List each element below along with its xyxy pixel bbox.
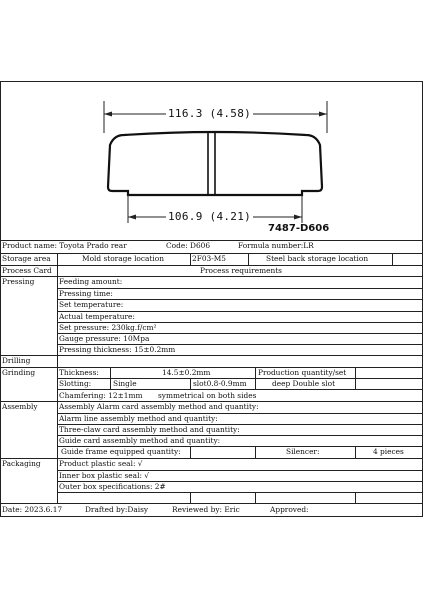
column-divider [392, 253, 393, 265]
column-divider [255, 367, 256, 389]
silencer-value: 4 pieces [373, 447, 404, 456]
part-code: 7487-D606 [268, 223, 330, 234]
column-divider [355, 367, 356, 389]
pressing-label: Pressing [2, 277, 35, 286]
drafted-by: Drafted by:Daisy [85, 505, 149, 514]
process-card-label: Process Card [2, 266, 52, 275]
approved: Approved: [270, 505, 309, 514]
three-claw-card-assembly: Three-claw card assembly method and quantity: [59, 425, 240, 434]
bottom-dimension: 106.9 (4.21) [168, 210, 252, 223]
silencer-label: Silencer: [286, 447, 320, 456]
divider [57, 492, 423, 493]
divider [57, 389, 423, 390]
column-divider [255, 446, 256, 458]
column-divider [248, 253, 249, 265]
slot-type: deep Double slot [272, 379, 336, 388]
set-pressure: Set pressure: 230kg.f/cm² [59, 323, 157, 332]
guide-card-assembly: Guide card assembly method and quantity: [59, 436, 221, 445]
storage-area-label: Storage area [2, 254, 51, 263]
chamfering-value: symmetrical on both sides [158, 391, 257, 400]
reviewed-by: Reviewed by: Eric [172, 505, 240, 514]
mold-storage-location: Mold storage location [82, 254, 164, 263]
chamfering-label: Chamfering: 12±1mm [59, 391, 143, 400]
mold-storage-value: 2F03-M5 [192, 254, 227, 263]
pressing-time: Pressing time: [59, 289, 113, 298]
column-divider [355, 446, 356, 458]
slotting-value: Single [113, 379, 137, 388]
packaging-label: Packaging [2, 459, 41, 468]
date: Date: 2023.6.17 [2, 505, 63, 514]
assembly-label: Assembly [2, 402, 38, 411]
product-name: Product name: Toyota Prado rear [2, 241, 127, 250]
product-plastic-seal: Product plastic seal: √ [59, 459, 143, 468]
grinding-label: Grinding [2, 368, 36, 377]
slot-size: slot0.8-0.9mm [193, 379, 247, 388]
alarm-line-assembly: Alarm line assembly method and quantity: [59, 414, 218, 423]
outer-box-specifications: Outer box specifications: 2# [59, 482, 166, 491]
guide-frame-quantity: Guide frame equipped quantity: [61, 447, 181, 456]
thickness-label: Thickness: [59, 368, 99, 377]
divider [0, 355, 423, 356]
divider [0, 503, 423, 504]
production-quantity: Production quantity/set [258, 368, 347, 377]
steel-back-storage-location: Steel back storage location [266, 254, 369, 263]
inner-box-plastic-seal: Inner box plastic seal: √ [59, 471, 149, 480]
process-requirements-label: Process requirements [200, 266, 282, 275]
product-code: Code: D606 [166, 241, 211, 250]
thickness-value: 14.5±0.2mm [162, 368, 211, 377]
column-divider [190, 253, 191, 265]
column-divider [190, 492, 191, 503]
formula-number: Formula number:LR [238, 241, 314, 250]
column-divider [57, 253, 58, 503]
column-divider [255, 492, 256, 503]
column-divider [190, 446, 191, 458]
drilling-label: Drilling [2, 356, 31, 365]
slotting-label: Slotting: [59, 379, 92, 388]
feeding-amount: Feeding amount: [59, 277, 123, 286]
alarm-card-assembly: Assembly Alarm card assembly method and quantity: [59, 402, 259, 411]
column-divider [355, 492, 356, 503]
column-divider [110, 367, 111, 389]
gauge-pressure: Gauge pressure: 10Mpa [59, 334, 150, 343]
pressing-thickness: Pressing thickness: 15±0.2mm [59, 345, 176, 354]
top-dimension: 116.3 (4.58) [168, 107, 252, 120]
actual-temperature: Actual temperature: [59, 312, 135, 321]
set-temperature: Set temperature: [59, 300, 124, 309]
column-divider [190, 378, 191, 389]
